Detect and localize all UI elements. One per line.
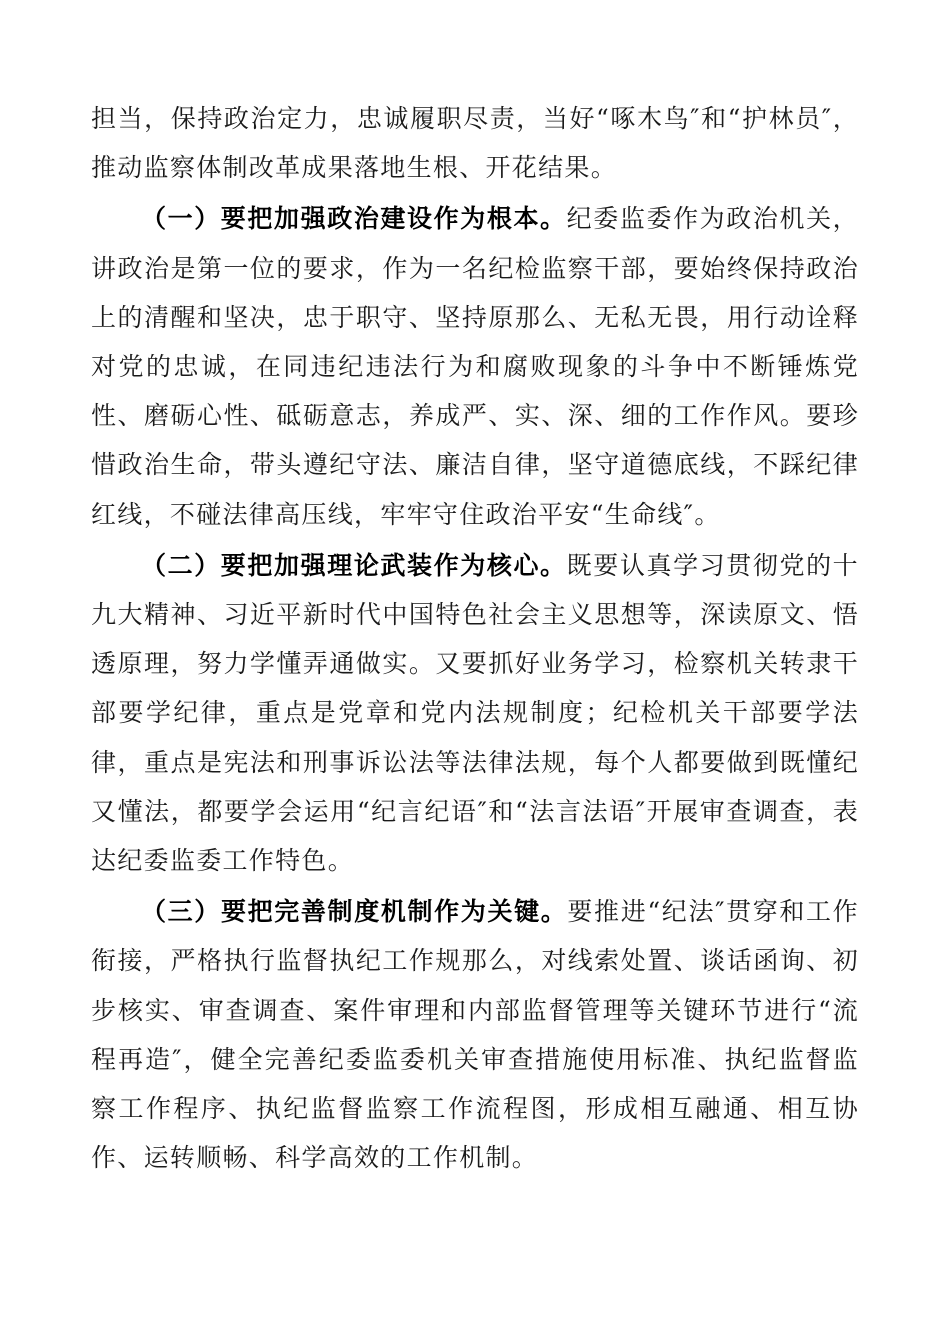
paragraph-text: 担当，保持政治定力，忠诚履职尽责，当好“啄木鸟″和“护林员″，推动监察体制改革成果落地生根、开花结果。 (91, 104, 859, 183)
paragraph-political-building (91, 194, 859, 538)
paragraph-text: 要推进“纪法″贯穿和工作衔接，严格执行监督执纪工作规那么，对线索处置、谈话函询、初步核实、审查调查、案件审理和内部监督管理等关键环节进行“流程再造″，健全完善纪委监委机关审查措施使用标准、执纪监督监察工作程序、执纪监督监察工作流程图，形成相互融通、相互协作、运转顺畅、科学高效的工作机制。 (91, 897, 859, 1173)
paragraph-text: 纪委监委作为政治机关，讲政治是第一位的要求，作为一名纪检监察干部，要始终保持政治上的清醒和坚决，忠于职守、坚持原那么、无私无畏，用行动诠释对党的忠诚，在同违纪违法行为和腐败现象的斗争中不断锤炼党性、磨砺心性、砥砺意志，养成严、实、深、细的工作作风。要珍惜政治生命，带头遵纪守法、廉洁自律，坚守道德底线，不踩纪律红线，不碰法律高压线，牢牢守住政治平安“生命线″。 (91, 204, 859, 529)
paragraph-heading: （一）要把加强政治建设作为根本。 (141, 204, 567, 234)
paragraph-heading: （二）要把加强理论武装作为核心。 (141, 550, 567, 580)
paragraph-heading: （三）要把完善制度机制作为关键。 (141, 897, 568, 927)
paragraph-theory-arming (91, 541, 859, 885)
document-body (91, 94, 859, 1182)
paragraph-institution-mechanism (91, 887, 859, 1182)
paragraph-text: 既要认真学习贯彻党的十九大精神、习近平新时代中国特色社会主义思想等，深读原文、悟透原理，努力学懂弄通做实。又要抓好业务学习，检察机关转隶干部要学纪律，重点是党章和党内法规制度；纪检机关干部要学法律，重点是宪法和刑事诉讼法等法律法规，每个人都要做到既懂纪又懂法，都要学会运用“纪言纪语″和“法言法语″开展审查调查，表达纪委监委工作特色。 (91, 550, 859, 876)
paragraph-continuation (91, 94, 859, 192)
